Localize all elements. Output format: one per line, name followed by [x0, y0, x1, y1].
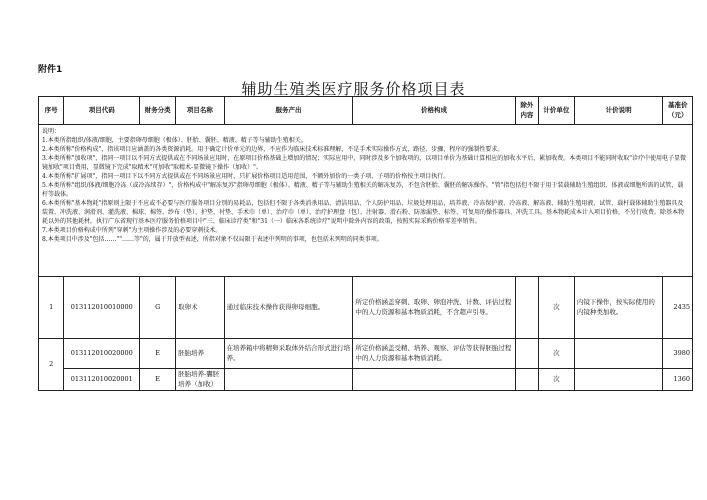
notes-cell [39, 125, 693, 277]
header-output: 服务产出 [224, 97, 353, 125]
cell-composition: 所定价格涵盖受精、培养、观察、评估等获得胚胎过程中的人力资源和基本物质消耗。 [353, 339, 515, 369]
header-unit: 计价单位 [538, 97, 574, 125]
cell-unit: 次 [538, 339, 574, 369]
cell-category: G [140, 277, 176, 339]
header-name: 项目名称 [176, 97, 225, 125]
attachment-label: 附件1 [38, 65, 63, 75]
note-line: 说明： [42, 128, 61, 135]
note-line: 4.本类所称"扩展项"，指同一项目下以不同方式提供或在不同场景应用时，只扩展价格项目适用范围，不额外加价的一类子项，子项的价格按主项目执行。 [42, 173, 450, 180]
note-line: 2.本类所称"价格构成"，指该项目应涵盖的各类资源消耗。用于确定计价单元的边界，不应作为临床技术标准理解，不是手术实际操作方式、路径、步骤、程序的强制性要求。 [42, 146, 504, 153]
cell-note [574, 369, 663, 391]
cell-price: 2435 [663, 277, 693, 339]
cell-excluded [515, 369, 538, 391]
cell-category: E [140, 369, 176, 391]
cell-code: 013112010020001 [64, 369, 140, 391]
cell-output: 在培养箱中将精卵采取体外结合形式进行培养。 [224, 339, 353, 369]
cell-unit: 次 [538, 369, 574, 391]
header-seq: 序号 [39, 97, 64, 125]
cell-name: 取卵术 [176, 277, 225, 339]
note-line: 1.本类所指组织/体液/细胞，主要指卵母细胞（极体）、胚胎、囊胚、精液、精子等与辅助生殖相关。 [42, 137, 307, 144]
header-excluded: 除外内容 [515, 97, 538, 125]
page-title: 辅助生殖类医疗服务价格项目表 [241, 80, 466, 98]
cell-price: 3980 [663, 339, 693, 369]
notes-row [39, 125, 693, 277]
cell-note: 内镜下操作，按实际使用的内镜种类加收。 [574, 277, 663, 339]
cell-price: 1360 [663, 369, 693, 391]
note-line: 5.本类所称"组织/体液/细胞冷冻（或冷冻续存）"，价格构成中"解冻复苏"指卵母细胞（极体）、精液、精子等与辅助生殖相关的解冻复苏，不包含胚胎、囊胚的解冻操作。"管"指包括但不限于用于装载辅助生殖组织、体液或细胞所需的试管、载杆等载体。 [42, 182, 684, 198]
header-code: 项目代码 [64, 97, 140, 125]
cell-note [574, 339, 663, 369]
table-row [39, 339, 693, 369]
cell-category: E [140, 339, 176, 369]
cell-code: 013112010020000 [64, 339, 140, 369]
table-row [39, 277, 693, 339]
cell-output [224, 369, 353, 391]
cell-unit: 次 [538, 277, 574, 339]
note-line: 8.本类项目中涉及"包括……""……等"的，属于开放型表述，所指对象不仅局限于表述中列明的事项，也包括未列明的同类事项。 [42, 236, 383, 243]
cell-composition [353, 369, 515, 391]
cell-excluded [515, 277, 538, 339]
price-table [38, 96, 693, 391]
cell-seq: 2 [39, 339, 64, 391]
header-composition: 价格构成 [353, 97, 515, 125]
header-price: 基准价（元） [663, 97, 693, 125]
header-note: 计价说明 [574, 97, 663, 125]
table-header-row [39, 97, 693, 125]
cell-code: 013112010010000 [64, 277, 140, 339]
header-category: 财务分类 [140, 97, 176, 125]
cell-name: 胚胎培养 [176, 339, 225, 369]
cell-name: 胚胎培养-囊胚培养（加收） [176, 369, 225, 391]
cell-output: 通过临床技术操作获得卵母细胞。 [224, 277, 353, 339]
note-line: 7.本类项目价格构成中所列"穿刺"为主项操作涉及的必要穿刺技术。 [42, 227, 222, 234]
table-row [39, 369, 693, 391]
cell-excluded [515, 339, 538, 369]
cell-composition: 所定价格涵盖穿刺、取卵、卵泡冲洗、计数、评估过程中的人力资源和基本物质消耗，不含超声引导。 [353, 277, 515, 339]
note-line: 6.本类所称"基本物耗"指原则上限于不应或不必要与医疗服务项目分别的易耗品，包括但不限于各类消杀用品、清洁用品、个人防护用品、垃圾处理用品、培养液、冷冻保护液、冷冻液、解冻液、辅助生殖用液、试管、载杆载体辅助生殖器具及装置、冲洗液、润滑剂、灌洗液、棉球、棉签、纱布（垫）、护垫、衬垫、手术巾（单）、治疗巾（单）、治疗护理盘（包）、注射器、滑石粉、防渗漏垫、标签、可复用的操作器具、冲洗工具。基本物耗成本计入项目价格，不另行收费。除基本物耗以外的其他耗材，执行广东省现行基本医疗服务价格项目中"三、临床诊疗类"和"31（一）临床各系统诊疗"说明中除外内容的政策，按照实际采购价格零差率销售。 [42, 200, 685, 225]
note-line: 3.本类所称"加收项"，指同一项目以不同方式提供或在不同场景应用时，在原项目价格基础上增加的情况；实际应用中，同时涉及多个加收项的，以项目单价为基础计算相应的加收水平后，累加收费。本类项目不能同时收取"诊疗中使用电子显微镜加收"项目费用，显微镜下完成"取精术"可加收"取精术-显微镜下操作（加收）"。 [42, 155, 687, 171]
cell-seq: 1 [39, 277, 64, 339]
